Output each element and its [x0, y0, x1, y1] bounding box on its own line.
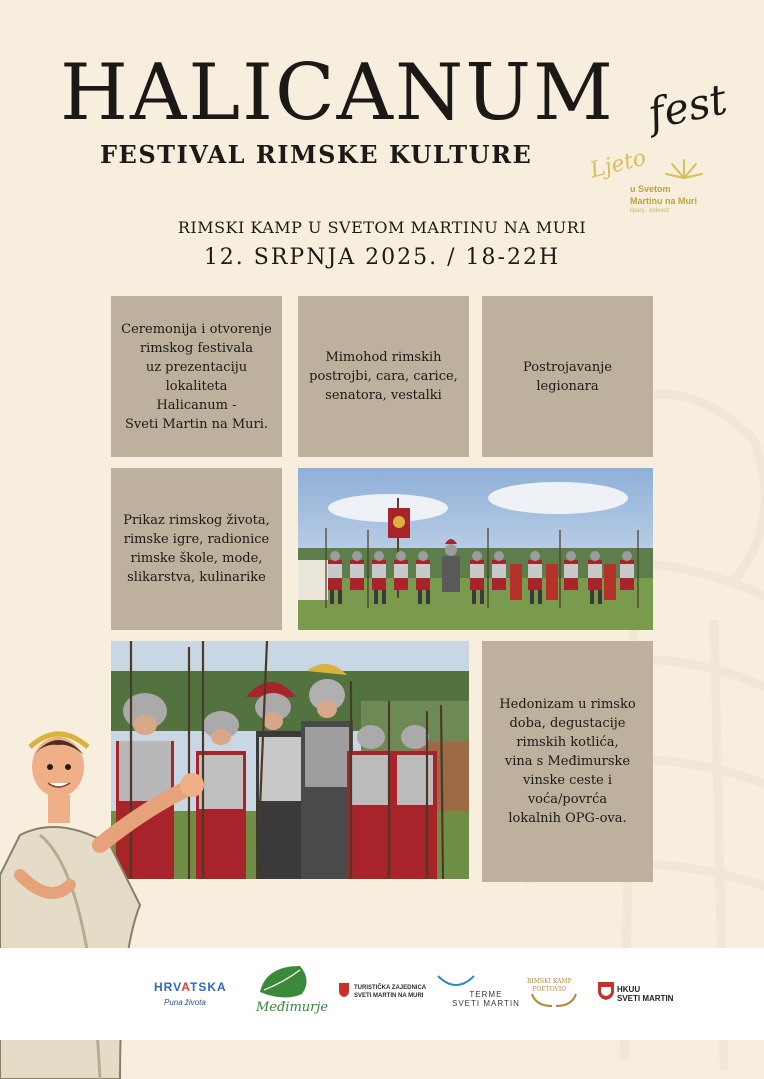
- program-box-roman-life: [111, 468, 282, 630]
- terme-logo: TERME SVETI MARTIN: [452, 990, 520, 1008]
- ljeto-line-1: u Svetom: [630, 184, 671, 194]
- rimski-kamp-logo: RIMSKI KAMP POETOVIO: [527, 978, 572, 993]
- fest-script: fest: [643, 74, 732, 139]
- program-text: Mimohod rimskih postrojbi, cara, carice, senatora, vestalki: [309, 350, 458, 403]
- sun-icon: [664, 156, 704, 180]
- hkuu-shield-icon: [597, 981, 615, 1001]
- hrvatska-part-1: HRV: [154, 980, 182, 994]
- program-text: Prikaz rimskog života, rimske igre, radionice rimske škole, mode, slikarstva, kulinarike: [123, 513, 270, 585]
- program-text: Hedonizam u rimsko doba, degustacije rimskih kotlića, vina s Međimurske vinske ceste i voća/povrća lokalnih OPG-ova.: [499, 697, 636, 826]
- wreath-icon: [528, 992, 580, 1008]
- ljeto-line-3: lipanj - kolovoz: [630, 208, 670, 214]
- event-date: 12. SRPNJA 2025. / 18-22H: [203, 245, 561, 270]
- festival-subtitle: FESTIVAL RIMSKE KULTURE: [100, 140, 533, 169]
- leaf-icon: [256, 962, 314, 1002]
- medimurje-logo: Međimurje: [256, 1000, 329, 1015]
- program-box-opening: [111, 296, 282, 457]
- festival-title: HALICANUM: [60, 48, 615, 138]
- hrvatska-slogan: Puna života: [164, 998, 206, 1007]
- program-box-parade: [298, 296, 469, 457]
- ljeto-logo: [587, 145, 710, 220]
- program-text: Postrojavanje legionara: [523, 359, 612, 394]
- ljeto-word: Ljeto: [587, 145, 649, 184]
- event-location: RIMSKI KAMP U SVETOM MARTINU NA MURI: [177, 218, 587, 237]
- terme-arc-icon: [436, 972, 476, 992]
- shield-icon: [338, 982, 350, 998]
- hkuu-logo: HKUU SVETI MARTIN: [617, 985, 674, 1003]
- hrvatska-part-2: A: [181, 980, 191, 994]
- legion-lineup-photo: [298, 468, 653, 630]
- program-box-lineup: [482, 296, 653, 457]
- program-box-hedonism: [482, 641, 653, 882]
- tz-logo: TURISTIČKA ZAJEDNICA SVETI MARTIN NA MURI: [354, 985, 427, 999]
- program-text: Ceremonija i otvorenje rimskog festivala uz prezentaciju lokaliteta Halicanum - Sveti Martin na Muri.: [121, 321, 272, 432]
- hrvatska-logo: [154, 980, 227, 994]
- hrvatska-part-3: TSKA: [190, 980, 227, 994]
- ljeto-line-2: Martinu na Muri: [630, 196, 697, 206]
